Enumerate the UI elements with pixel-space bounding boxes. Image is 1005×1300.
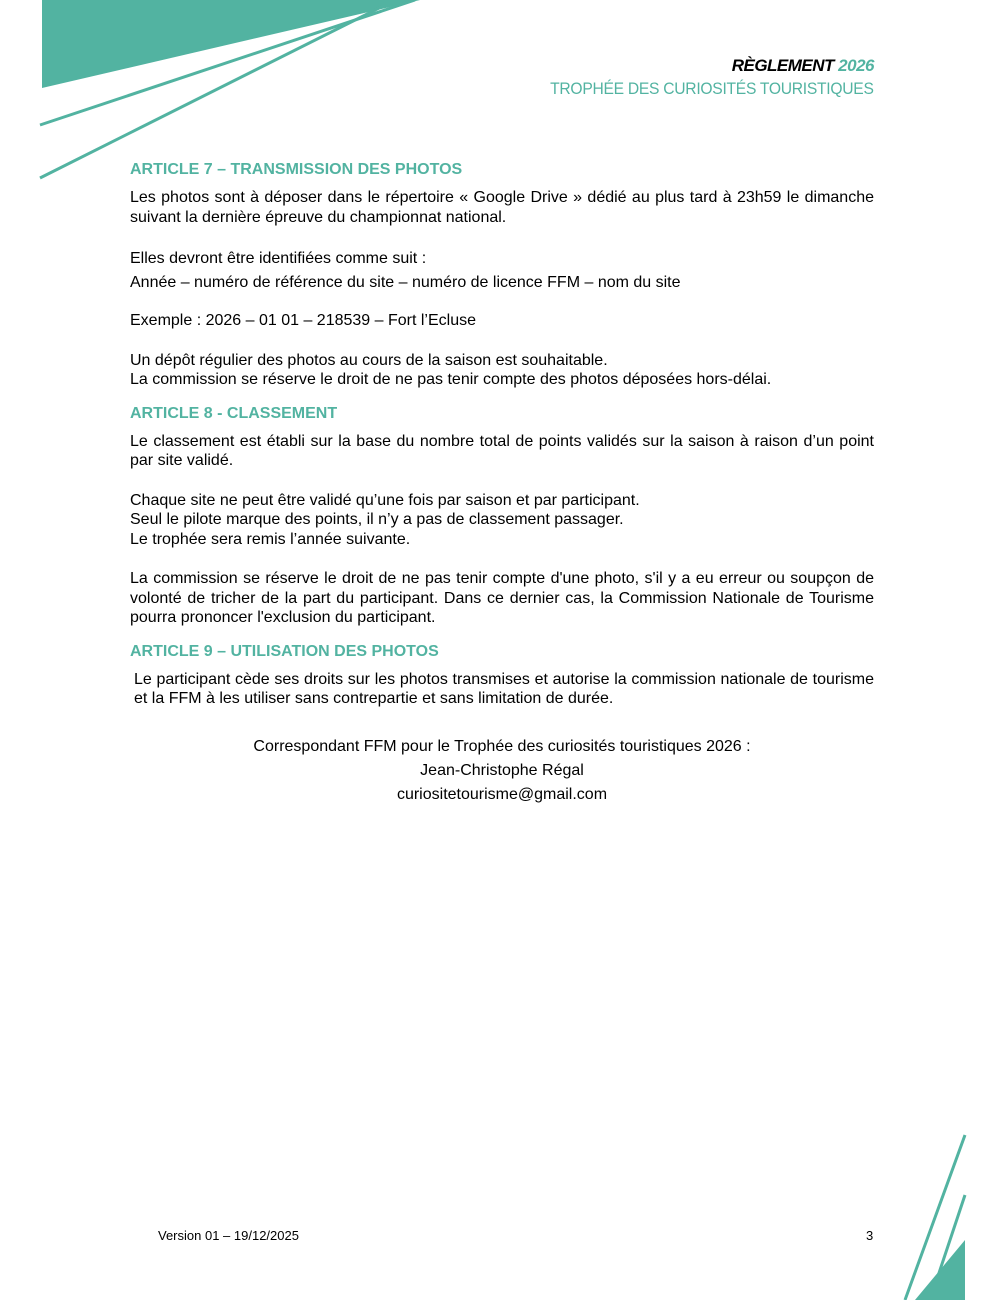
article-8-paragraph-2c: Le trophée sera remis l’année suivante.: [130, 530, 411, 548]
article-7-example: Exemple : 2026 – 01 01 – 218539 – Fort l’Ecluse: [130, 312, 476, 329]
contact-line: Correspondant FFM pour le Trophée des curiosités touristiques 2026 :: [253, 737, 751, 755]
article-7-paragraph-1: Les photos sont à déposer dans le répertoire « Google Drive » dédié au plus tard à 23h59 le dimanche suivant la dernière épreuve du championnat national.: [130, 189, 874, 226]
contact-block: [130, 735, 874, 807]
article-9-paragraph-1: Le participant cède ses droits sur les photos transmises et autorise la commission nationale de tourisme et la FFM à les utiliser sans contrepartie et sans limitation de durée.: [134, 670, 874, 707]
footer-version: Version 01 – 19/12/2025: [158, 1228, 299, 1243]
page-number: 3: [866, 1228, 874, 1243]
article-9-heading: ARTICLE 9 – UTILISATION DES PHOTOS: [130, 642, 439, 660]
contact-name: Jean-Christophe Régal: [420, 761, 584, 779]
article-7-paragraph-2a: Elles devront être identifiées comme suit :: [130, 250, 427, 267]
article-7-paragraph-4a: Un dépôt régulier des photos au cours de la saison est souhaitable.: [130, 351, 608, 369]
article-8-paragraph-3: La commission se réserve le droit de ne pas tenir compte d'une photo, s'il y a eu erreur ou soupçon de volonté de tricher de la part du participant. Dans ce dernier cas, la Commission Nationale de Tourisme pourra prononcer l'exclusion du participant.: [130, 570, 874, 626]
article-7-paragraph-2b: Année – numéro de référence du site – numéro de licence FFM – nom du site: [130, 274, 681, 291]
article-7-heading: ARTICLE 7 – TRANSMISSION DES PHOTOS: [130, 161, 463, 178]
header-title-year: 2026: [838, 56, 874, 75]
article-8-paragraph-1: Le classement est établi sur la base du nombre total de points validés sur la saison à raison d’un point par site validé.: [130, 432, 874, 469]
article-8-heading: ARTICLE 8 - CLASSEMENT: [130, 404, 338, 422]
contact-email[interactable]: curiositetourisme@gmail.com: [396, 785, 608, 803]
article-8-paragraph-2a: Chaque site ne peut être validé qu’une fois par saison et par participant.: [130, 491, 640, 509]
header-title-word: RÈGLEMENT: [731, 56, 834, 75]
document-header: [522, 55, 874, 101]
header-subtitle: TROPHÉE DES CURIOSITÉS TOURISTIQUES: [550, 79, 874, 98]
article-8-paragraph-2b: Seul le pilote marque des points, il n’y a pas de classement passager.: [130, 511, 624, 528]
article-7-paragraph-4b: La commission se réserve le droit de ne pas tenir compte des photos déposées hors-délai.: [130, 371, 772, 388]
document-body: [130, 158, 874, 807]
header-title: [522, 55, 874, 77]
